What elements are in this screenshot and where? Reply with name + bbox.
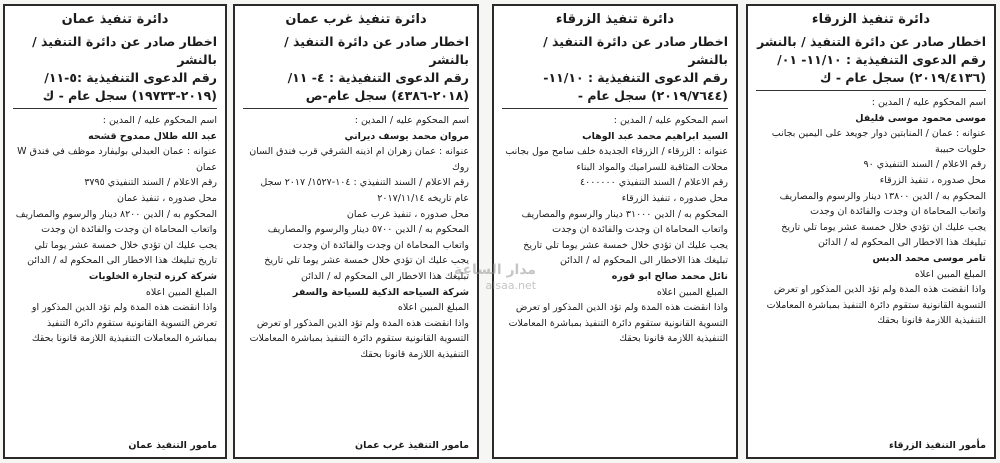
signature: مأمور التنفيذ الزرقاء bbox=[889, 440, 986, 451]
notice-line: رقم الاعلام / السند التنفيذي : ١٠٤-١٥٢٧/ ٢٠١٧ سجل عام تاريخه ٢٠١٧/١١/١٤ bbox=[260, 177, 469, 204]
notice-subtitle: اخطار صادر عن دائرة التنفيذ / بالنشر bbox=[32, 34, 217, 67]
case-year: (٢٠١٩-١٩٧٣٣) سجل عام - ك bbox=[42, 88, 217, 103]
notice-zarqa-2 bbox=[492, 4, 738, 459]
case-year: (٢٠١٩/٤١٣٦) سجل عام - ك bbox=[820, 70, 986, 85]
debtor-name: موسى محمود موسى فليفل bbox=[855, 112, 986, 124]
notice-line: يجب عليك ان تؤدي خلال خمسة عشر يوما تلي تاريخ تبليغك هذا الاخطار الى المحكوم له / الدائن bbox=[27, 239, 217, 267]
notice-line: المبلغ المبين اعلاه bbox=[914, 268, 986, 280]
notice-west-amman bbox=[233, 4, 479, 459]
notice-department: دائرة تنفيذ الزرقاء bbox=[811, 12, 931, 27]
notice-line: المبلغ المبين اعلاه bbox=[656, 286, 728, 298]
notice-line: اسم المحكوم عليه / المدين : bbox=[354, 115, 469, 126]
notice-line: واذا انقضت هذه المدة ولم تؤد الدين المذكور او تعرض التسوية القانونية ستقوم دائرة التنفيذ بمباشرة المعاملات التنفيذية اللازمة قانونا بحقك bbox=[508, 302, 728, 345]
notice-subtitle: اخطار صادر عن دائرة التنفيذ / بالنشر bbox=[757, 34, 986, 49]
notice-line: المحكوم به / الدين ٥٧٠٠ دينار والرسوم والمصاريف واتعاب المحاماة ان وجدت والفائدة ان وجدت bbox=[267, 224, 469, 251]
notice-line: محل صدوره ، تنفيذ الزرقاء bbox=[879, 174, 986, 186]
debtor-name: السيد ابراهيم محمد عبد الوهاب bbox=[582, 130, 728, 142]
case-year: (٢٠١٩/٧٦٤٤) سجل عام - bbox=[577, 88, 728, 103]
debtor-address: عنوانه : عمان زهران ام اذينه الشرقي قرب فندق السان روك bbox=[249, 146, 469, 173]
notice-line: محل صدوره ، تنفيذ الزرقاء bbox=[621, 192, 728, 204]
notice-line: المبلغ المبين اعلاه bbox=[145, 286, 217, 298]
notice-line: محل صدوره ، تنفيذ عمان bbox=[117, 192, 217, 204]
notice-line: رقم الاعلام / السند التنفيذي ٣٧٩٥ bbox=[84, 177, 217, 189]
creditor-name: شركة كرزه لتجارة الخلويات bbox=[88, 270, 217, 282]
creditor-name: تامر موسى محمد الدبس bbox=[872, 252, 986, 264]
creditor-name: نائل محمد صالح ابو قوره bbox=[611, 270, 728, 282]
notice-line: يجب عليك ان تؤدي خلال خمسة عشر يوما تلي تاريخ تبليغك هذا الاخطار الى المحكوم له / الدائن bbox=[781, 221, 986, 249]
debtor-address: عنوانه : عمان / المنابتين دوار جويعد على اليمين بجانب حلويات حبيبة bbox=[771, 128, 986, 155]
notice-subtitle: اخطار صادر عن دائرة التنفيذ / بالنشر bbox=[543, 34, 728, 67]
notice-line: يجب عليك ان تؤدي خلال خمسة عشر يوما تلي تاريخ تبليغك هذا الاخطار الى المحكوم له / الدائن bbox=[523, 239, 728, 267]
notice-line: رقم الاعلام / السند التنفيذي ٩٠ bbox=[863, 159, 986, 171]
case-number: رقم الدعوى التنفيذية : ٤- ١١/ bbox=[287, 70, 469, 85]
notice-line: محل صدوره ، تنفيذ غرب عمان bbox=[346, 208, 469, 220]
watermark-site: alsaa.net bbox=[485, 279, 537, 292]
notice-line: المحكوم به / الدين ٨٢٠٠ دينار والرسوم والمصاريف واتعاب المحاماة ان وجدت والفائدة ان وجدت bbox=[15, 208, 217, 236]
notice-line: اسم المحكوم عليه / المدين : bbox=[102, 115, 217, 126]
debtor-address: عنوانه : الزرقاء / الزرقاء الجديدة خلف سامح مول بجانب محلات المثاقبة للسراميك والمواد البناء bbox=[505, 146, 728, 173]
signature: مامور التنفيذ عمان bbox=[128, 440, 217, 451]
divider bbox=[502, 108, 728, 109]
notice-line: اسم المحكوم عليه / المدين : bbox=[613, 115, 728, 126]
notice-department: دائرة تنفيذ غرب عمان bbox=[285, 12, 427, 27]
case-number: رقم الدعوى التنفيذية :٥-١١/ bbox=[44, 70, 217, 85]
case-year: (٢٠١٨-٤٣٨٦) سجل عام-ص bbox=[305, 88, 469, 103]
notice-department: دائرة تنفيذ عمان bbox=[61, 12, 169, 27]
divider bbox=[756, 90, 986, 91]
divider bbox=[13, 108, 217, 109]
notice-line: يجب عليك ان تؤدي خلال خمسة عشر يوما تلي تاريخ تبليغك هذا الاخطار الى المحكوم له / الدائن bbox=[264, 255, 469, 282]
notice-line: المحكوم به / الدين ٣١٠٠٠ دينار والرسوم والمصاريف واتعاب المحاماة ان وجدت والفائدة ان وجدت bbox=[521, 208, 728, 236]
debtor-address: عنوانه : عمان العبدلي بوليفارد موظف في فندق W عمان bbox=[17, 146, 217, 173]
notice-line: واذا انقضت هذه المدة ولم تؤد الدين المذكور او تعرض التسوية القانونية ستقوم دائرة التنفيذ بمباشرة المعاملات التنفيذية اللازمة قانونا بحقك bbox=[31, 302, 217, 345]
notice-subtitle: اخطار صادر عن دائرة التنفيذ / بالنشر bbox=[284, 34, 469, 67]
notice-line: المحكوم به / الدين ١٣٨٠٠ دينار والرسوم والمصاريف واتعاب المحاماة ان وجدت والفائدة ان وجدت bbox=[779, 190, 986, 218]
notice-department: دائرة تنفيذ الزرقاء bbox=[555, 12, 675, 27]
notice-line: واذا انقضت هذه المدة ولم تؤد الدين المذكور او تعرض التسوية القانونية ستقوم دائرة التنفيذ بمباشرة المعاملات التنفيذية اللازمة قانونا بحقك bbox=[766, 284, 986, 327]
creditor-name: شركة السياحه الذكية للسياحة والسفر bbox=[292, 286, 469, 298]
debtor-name: مروان محمد يوسف ديراني bbox=[344, 130, 469, 142]
notice-line: رقم الاعلام / السند التنفيذي ٤٠٠٠٠٠٠ bbox=[580, 177, 728, 189]
notice-line: المبلغ المبين اعلاه bbox=[397, 302, 469, 314]
divider bbox=[243, 108, 469, 109]
debtor-name: عبد الله طلال ممدوح قشحه bbox=[88, 130, 217, 142]
case-number: رقم الدعوى التنفيذية : ١١/١٠- bbox=[543, 70, 728, 85]
notice-line: واذا انقضت هذه المدة ولم تؤد الدين المذكور او تعرض التسوية القانونية ستقوم دائرة التنفيذ بمباشرة المعاملات التنفيذية اللازمة قانونا بحقك bbox=[249, 317, 469, 360]
signature: مامور التنفيذ غرب عمان bbox=[355, 440, 469, 451]
case-number: رقم الدعوى التنفيذية : ١١/١٠- ٠١/ bbox=[777, 52, 986, 67]
notice-zarqa-1 bbox=[746, 4, 996, 459]
notice-amman bbox=[3, 4, 227, 459]
notice-line: اسم المحكوم عليه / المدين : bbox=[871, 97, 986, 108]
watermark-name: مدار الساعة bbox=[454, 262, 537, 278]
